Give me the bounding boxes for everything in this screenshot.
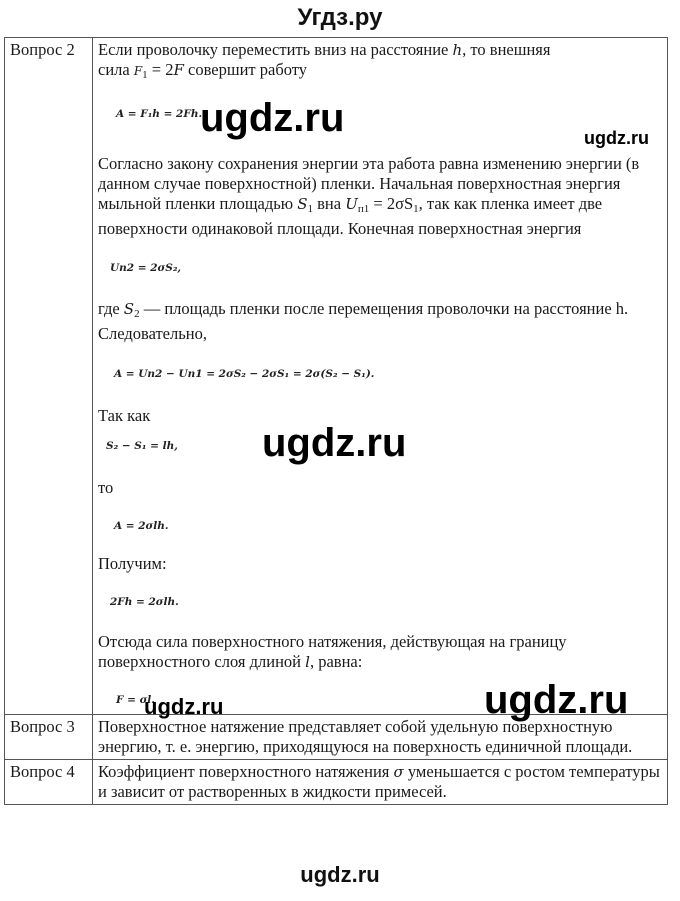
answer-paragraph: Согласно закону сохранения энергии эта работа равна изменению энергии (в данном случае поверхностной) пленки. Начальная поверхностная энергия мыльной пленки площадью S1 вна Uп1 = 2σS1, так как пленка имеет две поверхности одинаковой площади. Конечная поверхностная энергия <box>98 154 640 238</box>
table-row <box>5 760 668 805</box>
question-label: Вопрос 4 <box>5 760 93 805</box>
question-label: Вопрос 2 <box>5 38 93 715</box>
answer-paragraph: то <box>98 478 114 497</box>
watermark: ugdz.ru <box>262 421 407 465</box>
answer-cell: Поверхностное натяжение представляет собой удельную поверхностную энергию, т. е. энергию, приходящуюся на поверхность единичной площади. <box>93 715 668 760</box>
question-label: Вопрос 3 <box>5 715 93 760</box>
formula: A = F₁h = 2Fh. <box>116 108 203 120</box>
answer-paragraph: где S2 — площадь пленки после перемещения проволочки на расстояние h. Следовательно, <box>98 299 629 343</box>
answer-paragraph: Так как <box>98 406 151 425</box>
answer-paragraph: Если проволочку переместить вниз на расстояние h, то внешняя сила F1 = 2F совершит работу <box>98 40 551 81</box>
formula: A = Uп2 − Uп1 = 2σS₂ − 2σS₁ = 2σ(S₂ − S₁). <box>114 368 375 380</box>
watermark: ugdz.ru <box>144 694 224 719</box>
answer-paragraph: Отсюда сила поверхностного натяжения, действующая на границу поверхностного слоя длиной l, равна: <box>98 632 567 671</box>
answer-paragraph: Получим: <box>98 554 167 573</box>
formula: Uп2 = 2σS₂, <box>110 262 182 274</box>
watermark: ugdz.ru <box>584 128 649 148</box>
watermark: ugdz.ru <box>484 678 629 722</box>
watermark: ugdz.ru <box>200 96 345 140</box>
formula: A = 2σlh. <box>114 520 169 532</box>
footer-watermark: ugdz.ru <box>300 862 380 887</box>
formula: F = σl. <box>116 694 155 706</box>
site-title: Угдз.ру <box>297 4 383 31</box>
formula: 2Fh = 2σlh. <box>110 596 179 608</box>
answer-cell: Коэффициент поверхностного натяжения σ уменьшается с ростом температуры и зависит от растворенных в жидкости примесей. <box>93 760 668 805</box>
formula: S₂ − S₁ = lh, <box>106 440 178 452</box>
answer-cell <box>93 38 668 715</box>
